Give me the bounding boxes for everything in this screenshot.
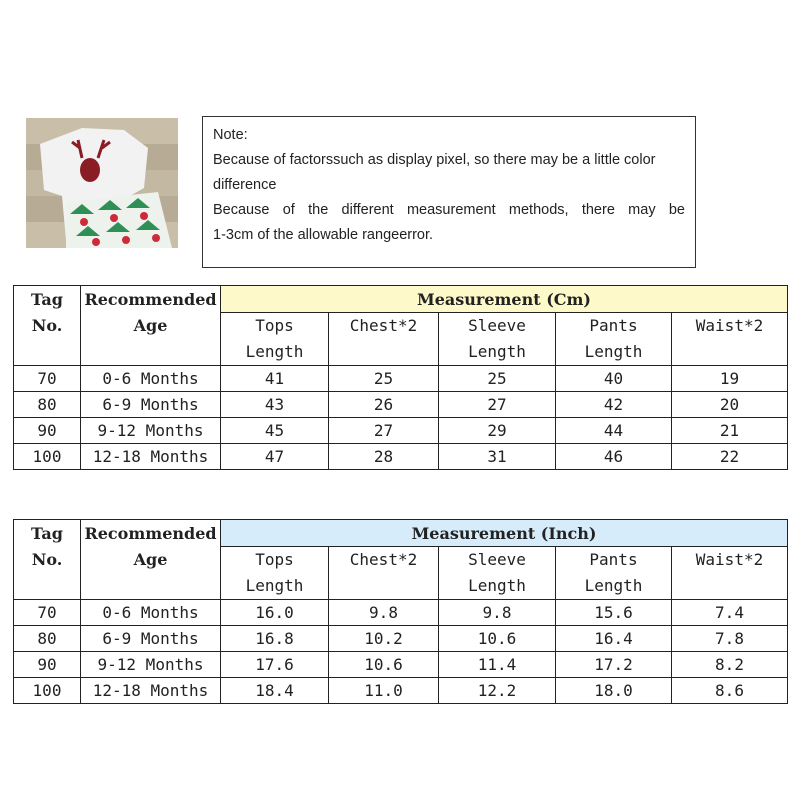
cell-sleeve: 9.8 <box>439 600 556 626</box>
cell-waist: 8.2 <box>672 652 788 678</box>
cell-chest: 9.8 <box>329 600 439 626</box>
cell-tag: 100 <box>14 678 81 704</box>
cell-tops: 43 <box>221 392 329 418</box>
cell-chest: 27 <box>329 418 439 444</box>
cell-sleeve: 11.4 <box>439 652 556 678</box>
header-waist-label: Waist*2 <box>695 550 764 569</box>
table-row <box>14 444 788 470</box>
header-tag-line2: No. <box>31 316 63 335</box>
header-tops <box>221 313 329 366</box>
cell-waist: 7.8 <box>672 626 788 652</box>
measurement-header-inch: Measurement (Inch) <box>221 520 788 547</box>
cell-tops: 16.8 <box>221 626 329 652</box>
header-pants-line2: Length <box>584 342 643 361</box>
cell-waist: 8.6 <box>672 678 788 704</box>
cell-chest: 10.2 <box>329 626 439 652</box>
cell-tops: 45 <box>221 418 329 444</box>
cell-chest: 25 <box>329 366 439 392</box>
cell-chest: 26 <box>329 392 439 418</box>
note-line: Because of the different measurement methods, there may be <box>213 202 685 218</box>
header-tag-line1: Tag <box>31 290 63 309</box>
header-sleeve-line2: Length <box>468 576 526 595</box>
outfit-illustration <box>26 118 178 248</box>
header-waist-label: Waist*2 <box>695 316 764 335</box>
cell-age: 0-6 Months <box>81 366 221 392</box>
header-age-line1: Recommended <box>84 290 217 309</box>
cell-tag: 100 <box>14 444 81 470</box>
header-tops-line1: Tops <box>255 316 294 335</box>
header-pants-line1: Pants <box>589 316 638 335</box>
header-chest-label: Chest*2 <box>349 316 418 335</box>
header-tops-line2: Length <box>245 342 304 361</box>
cell-tag: 80 <box>14 392 81 418</box>
cell-tops: 41 <box>221 366 329 392</box>
cell-waist: 7.4 <box>672 600 788 626</box>
cell-tag: 70 <box>14 600 81 626</box>
header-sleeve <box>439 313 556 366</box>
note-line: 1-3cm of the allowable rangeerror. <box>213 227 434 243</box>
cell-tops: 47 <box>221 444 329 470</box>
header-chest <box>329 547 439 600</box>
cell-sleeve: 12.2 <box>439 678 556 704</box>
header-age-line2: Age <box>133 550 168 569</box>
header-sleeve <box>439 547 556 600</box>
header-waist <box>672 547 788 600</box>
cell-age: 6-9 Months <box>81 392 221 418</box>
note-box <box>202 116 696 268</box>
header-tag <box>14 520 81 600</box>
header-tops-line1: Tops <box>255 550 294 569</box>
cell-tops: 16.0 <box>221 600 329 626</box>
header-pants-line1: Pants <box>589 550 638 569</box>
measurement-header-cm: Measurement (Cm) <box>221 286 788 313</box>
cell-pants: 16.4 <box>556 626 672 652</box>
header-chest <box>329 313 439 366</box>
cell-age: 12-18 Months <box>81 678 221 704</box>
cell-sleeve: 10.6 <box>439 626 556 652</box>
cell-tops: 17.6 <box>221 652 329 678</box>
cell-tag: 90 <box>14 418 81 444</box>
cell-waist: 21 <box>672 418 788 444</box>
header-age-line1: Recommended <box>84 524 217 543</box>
table-row <box>14 418 788 444</box>
cell-pants: 40 <box>556 366 672 392</box>
table-row <box>14 600 788 626</box>
cell-age: 9-12 Months <box>81 652 221 678</box>
cell-waist: 19 <box>672 366 788 392</box>
cell-age: 12-18 Months <box>81 444 221 470</box>
table-row <box>14 652 788 678</box>
cell-sleeve: 27 <box>439 392 556 418</box>
cell-pants: 44 <box>556 418 672 444</box>
table-row <box>14 392 788 418</box>
cell-pants: 42 <box>556 392 672 418</box>
table-row <box>14 678 788 704</box>
table-row <box>14 366 788 392</box>
cell-chest: 28 <box>329 444 439 470</box>
size-table-cm <box>13 285 788 470</box>
header-age-line2: Age <box>133 316 168 335</box>
header-waist <box>672 313 788 366</box>
header-pants <box>556 313 672 366</box>
cell-age: 6-9 Months <box>81 626 221 652</box>
cell-tag: 70 <box>14 366 81 392</box>
cell-waist: 22 <box>672 444 788 470</box>
cell-pants: 17.2 <box>556 652 672 678</box>
cell-age: 0-6 Months <box>81 600 221 626</box>
cell-sleeve: 29 <box>439 418 556 444</box>
note-title: Note: <box>213 127 248 143</box>
header-sleeve-line1: Sleeve <box>468 550 526 569</box>
cell-pants: 15.6 <box>556 600 672 626</box>
cell-tag: 90 <box>14 652 81 678</box>
header-pants <box>556 547 672 600</box>
cell-pants: 46 <box>556 444 672 470</box>
product-photo <box>26 118 178 248</box>
cell-chest: 10.6 <box>329 652 439 678</box>
header-tops <box>221 547 329 600</box>
size-table-inch <box>13 519 788 704</box>
header-tag-line2: No. <box>31 550 63 569</box>
cell-pants: 18.0 <box>556 678 672 704</box>
cell-sleeve: 31 <box>439 444 556 470</box>
cell-tops: 18.4 <box>221 678 329 704</box>
header-sleeve-line1: Sleeve <box>468 316 526 335</box>
cell-chest: 11.0 <box>329 678 439 704</box>
cell-waist: 20 <box>672 392 788 418</box>
header-sleeve-line2: Length <box>468 342 526 361</box>
note-line: Because of factorssuch as display pixel, so there may be a little color <box>213 152 656 168</box>
cell-tag: 80 <box>14 626 81 652</box>
header-tag <box>14 286 81 366</box>
cell-age: 9-12 Months <box>81 418 221 444</box>
header-chest-label: Chest*2 <box>349 550 418 569</box>
header-age <box>81 520 221 600</box>
header-tag-line1: Tag <box>31 524 63 543</box>
cell-sleeve: 25 <box>439 366 556 392</box>
header-tops-line2: Length <box>245 576 304 595</box>
table-row <box>14 626 788 652</box>
note-line: difference <box>213 177 277 193</box>
header-pants-line2: Length <box>584 576 643 595</box>
header-age <box>81 286 221 366</box>
